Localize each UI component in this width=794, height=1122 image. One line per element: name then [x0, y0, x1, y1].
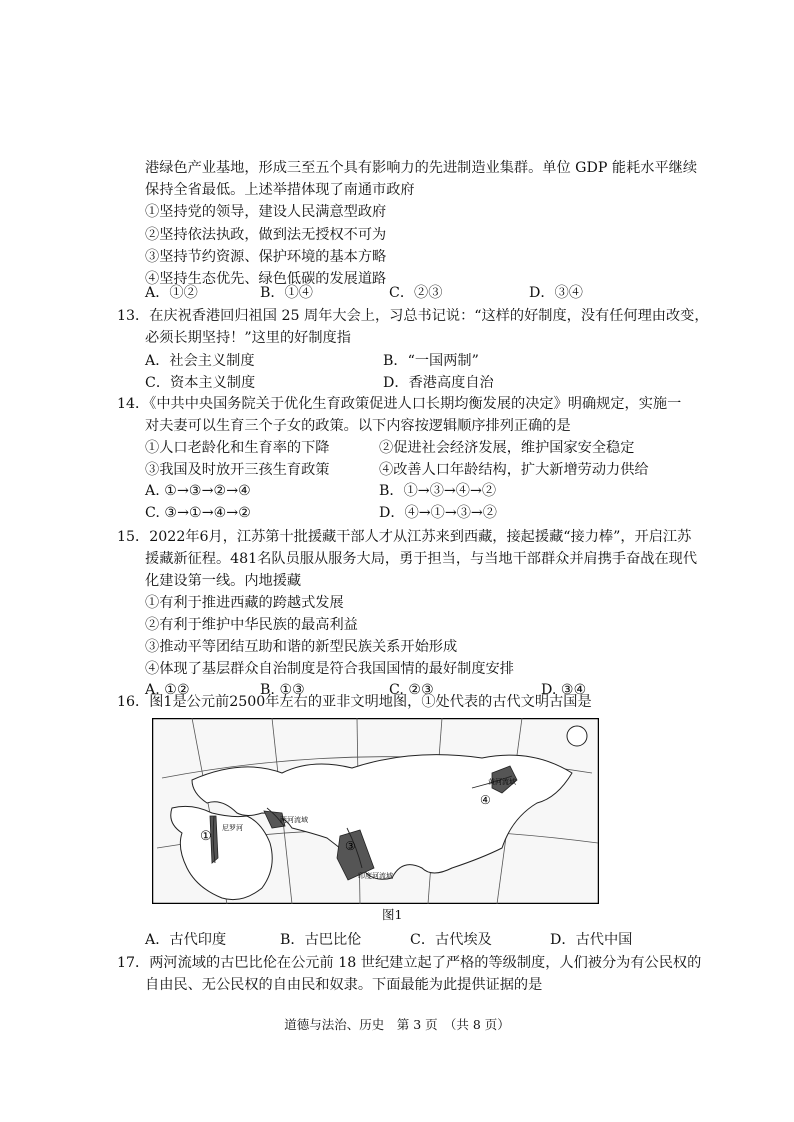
q15-option-3: ③推动平等团结互助和谐的新型民族关系开始形成 — [145, 639, 458, 655]
q15-stem-line2: 援藏新征程。481名队员服从服务大局，勇于担当，与当地干部群众并肩携手奋战在现代 — [145, 551, 698, 567]
map-marker-1: ① — [200, 829, 212, 844]
q14-stem-line2: 对夫妻可以生育三个子女的政策。以下内容按逻辑顺序排列正确的是 — [145, 418, 571, 434]
q12-choice-d[interactable]: D．③④ — [529, 285, 583, 301]
q15-choice-d[interactable]: D. ③④ — [541, 682, 587, 698]
q17-stem-line1: 17．两河流域的古巴比伦在公元前 18 世纪建立起了严格的等级制度，人们被分为有公民权的 — [117, 955, 702, 971]
q15-option-4: ④体现了基层群众自治制度是符合我国国情的最好制度安排 — [145, 661, 514, 677]
q12-stem-line1: 港绿色产业基地，形成三至五个具有影响力的先进制造业集群。单位 GDP 能耗水平继续 — [145, 160, 698, 176]
q16-choice-a[interactable]: A．古代印度 — [145, 932, 227, 948]
label-indus: 印度河流域 — [358, 872, 393, 880]
q15-stem-line3: 化建设第一线。内地援藏 — [145, 573, 302, 589]
q15-choice-a[interactable]: A. ①② — [145, 682, 190, 698]
q16-choice-c[interactable]: C．古代埃及 — [410, 932, 492, 948]
map-marker-3: ③ — [345, 839, 356, 853]
q14-choice-c[interactable]: C. ③→①→④→② — [145, 505, 251, 521]
q14-option-2: ②促进社会经济发展，维护国家安全稳定 — [379, 440, 635, 456]
q12-stem-line2: 保持全省最低。上述举措体现了南通市政府 — [145, 182, 415, 198]
q16-stem-line1: 16．图1是公元前2500年左右的亚非文明地图，①处代表的古代文明古国是 — [117, 694, 592, 710]
q12-choice-b[interactable]: B．①④ — [260, 285, 313, 301]
civilization-map — [152, 718, 599, 904]
q12-option-1: ①坚持党的领导，建设人民满意型政府 — [145, 204, 387, 220]
map-figure — [152, 718, 599, 904]
q13-stem-line1: 13．在庆祝香港回归祖国 25 周年大会上，习总书记说：“这样的好制度，没有任何理由改变， — [117, 308, 709, 324]
q14-choice-d[interactable]: D．④→①→③→② — [379, 505, 497, 521]
page-footer: 道德与法治、历史 第 3 页 （共 8 页） — [284, 1017, 510, 1032]
q12-option-2: ②坚持依法执政，做到法无授权不可为 — [145, 227, 387, 243]
q15-choice-b[interactable]: B. ①③ — [260, 682, 305, 698]
q15-stem-line1: 15．2022年6月，江苏第十批援藏干部人才从江苏来到西藏，接起援藏“接力棒”，开启江苏 — [117, 529, 692, 545]
q14-choice-a[interactable]: A. ①→③→②→④ — [145, 483, 251, 499]
q12-choice-c[interactable]: C．②③ — [389, 285, 443, 301]
label-yellow-river: 黄河流域 — [488, 778, 516, 786]
map-caption: 图1 — [382, 907, 403, 922]
label-tigris: 两河流域 — [280, 816, 308, 824]
q15-option-1: ①有利于推进西藏的跨越式发展 — [145, 595, 344, 611]
map-marker-4: ④ — [480, 793, 491, 807]
q16-choice-b[interactable]: B．古巴比伦 — [280, 932, 362, 948]
label-nile: 尼罗河 — [222, 824, 243, 832]
q15-choice-c[interactable]: C. ②③ — [389, 682, 434, 698]
q14-stem-line1: 14．《中共中央国务院关于优化生育政策促进人口长期均衡发展的决定》明确规定，实施一 — [117, 396, 682, 412]
q12-choice-a[interactable]: A．①② — [145, 285, 198, 301]
q13-stem-line2: 必须长期坚持！”这里的好制度指 — [145, 330, 351, 346]
q13-choice-b[interactable]: B．“一国两制” — [383, 353, 479, 369]
q13-choice-d[interactable]: D．香港高度自治 — [383, 375, 494, 391]
q13-choice-a[interactable]: A．社会主义制度 — [145, 353, 255, 369]
q15-option-2: ②有利于维护中华民族的最高利益 — [145, 617, 358, 633]
q13-choice-c[interactable]: C．资本主义制度 — [145, 375, 256, 391]
q12-option-3: ③坚持节约资源、保护环境的基本方略 — [145, 249, 387, 265]
q17-stem-line2: 自由民、无公民权的自由民和奴隶。下面最能为此提供证据的是 — [145, 977, 543, 993]
q12-option-4: ④坚持生态优先、绿色低碳的发展道路 — [145, 271, 387, 287]
q16-choice-d[interactable]: D．古代中国 — [550, 932, 633, 948]
q14-option-3: ③我国及时放开三孩生育政策 — [145, 462, 330, 478]
q14-option-1: ①人口老龄化和生育率的下降 — [145, 440, 330, 456]
q14-choice-b[interactable]: B．①→③→④→② — [379, 483, 497, 499]
q14-option-4: ④改善人口年龄结构，扩大新增劳动力供给 — [379, 462, 649, 478]
